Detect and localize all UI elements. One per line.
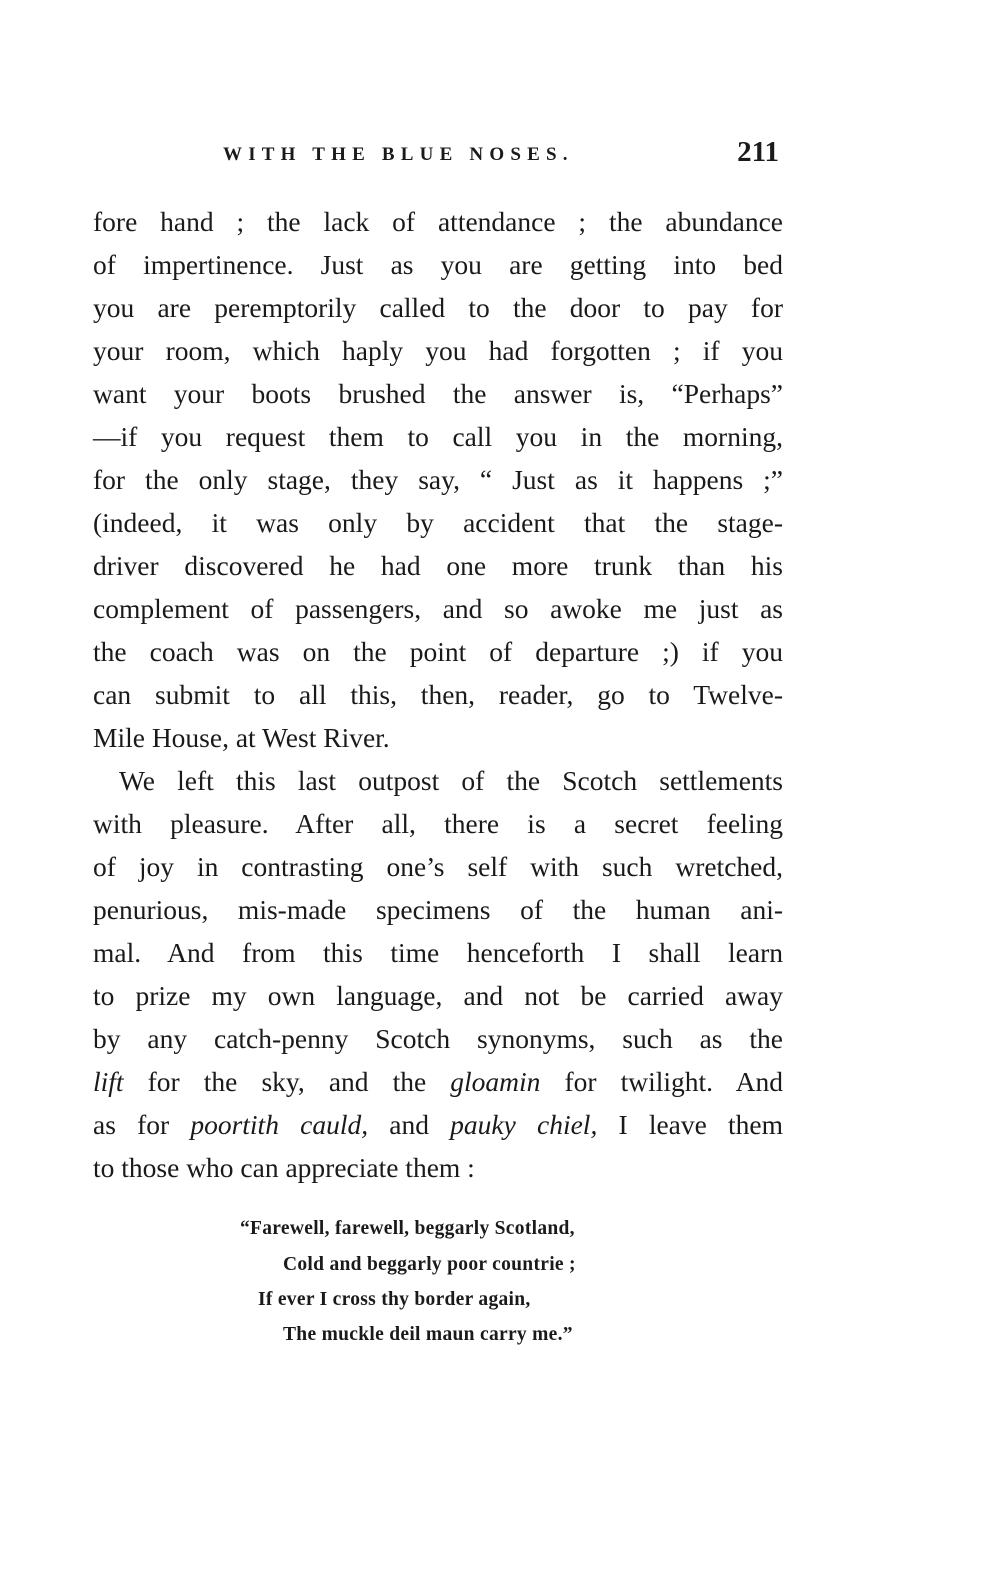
text-segment: as for	[93, 1109, 191, 1140]
text-line	[93, 759, 783, 802]
text-segment: for the sky, and the	[123, 1066, 451, 1097]
poem-line: The muckle deil maun carry me.”	[283, 1324, 573, 1345]
text-segment: mal. And from this time henceforth I shall learn	[93, 937, 783, 968]
paragraph	[93, 200, 783, 759]
text-line	[93, 974, 783, 1017]
poem-line: If ever I cross thy border again,	[258, 1289, 531, 1310]
text-segment: driver discovered he had one more trunk than his	[93, 550, 783, 581]
poem-line: Cold and beggarly poor countrie ;	[283, 1254, 576, 1275]
text-line	[93, 1146, 783, 1189]
text-segment: to prize my own language, and not be carried away	[93, 980, 783, 1011]
running-header	[93, 136, 783, 180]
text-line	[93, 1103, 783, 1146]
italic-phrase: poortith cauld,	[190, 1109, 369, 1140]
text-line	[93, 415, 783, 458]
text-line	[93, 501, 783, 544]
running-title: WITH THE BLUE NOSES.	[223, 144, 574, 165]
text-segment: to those who can appreciate them :	[93, 1152, 475, 1183]
italic-phrase: pauky chiel,	[450, 1109, 598, 1140]
text-line	[93, 587, 783, 630]
text-line	[93, 458, 783, 501]
text-segment: want your boots brushed the answer is, “Perhaps”	[93, 378, 783, 409]
text-line	[93, 931, 783, 974]
text-line	[93, 329, 783, 372]
text-segment: for the only stage, they say, “ Just as it happens ;”	[93, 464, 783, 495]
text-segment: —if you request them to call you in the morning,	[93, 421, 783, 452]
poem-line: “Farewell, farewell, beggarly Scotland,	[240, 1218, 575, 1239]
text-line	[93, 888, 783, 931]
text-segment: you are peremptorily called to the door to pay for	[93, 292, 783, 323]
text-line	[93, 1060, 783, 1103]
page-number: 211	[737, 136, 779, 168]
text-segment: We left this last outpost of the Scotch settlements	[119, 765, 783, 796]
text-segment: penurious, mis-made specimens of the human ani-	[93, 894, 783, 925]
text-segment: of joy in contrasting one’s self with such wretched,	[93, 851, 783, 882]
italic-phrase: lift	[93, 1066, 124, 1097]
text-segment: (indeed, it was only by accident that the stage-	[93, 507, 783, 538]
text-segment: and	[368, 1109, 451, 1140]
text-segment: Mile House, at West River.	[93, 722, 390, 753]
text-line	[93, 845, 783, 888]
text-line	[93, 372, 783, 415]
text-line	[93, 243, 783, 286]
text-line	[93, 716, 783, 759]
text-segment: complement of passengers, and so awoke me just as	[93, 593, 783, 624]
text-segment: the coach was on the point of departure ;) if you	[93, 636, 783, 667]
text-segment: of impertinence. Just as you are getting into bed	[93, 249, 783, 280]
text-segment: with pleasure. After all, there is a secret feeling	[93, 808, 783, 839]
text-segment: I leave them	[597, 1109, 783, 1140]
text-line	[93, 200, 783, 243]
text-line	[93, 630, 783, 673]
text-segment: your room, which haply you had forgotten ; if you	[93, 335, 783, 366]
text-segment: can submit to all this, then, reader, go to Twelve-	[93, 679, 783, 710]
italic-phrase: gloamin	[450, 1066, 541, 1097]
text-line	[93, 286, 783, 329]
text-line	[93, 802, 783, 845]
text-segment: by any catch-penny Scotch synonyms, such as the	[93, 1023, 783, 1054]
text-line	[93, 544, 783, 587]
text-segment: for twilight. And	[540, 1066, 783, 1097]
text-line	[93, 673, 783, 716]
text-line	[93, 1017, 783, 1060]
paragraph	[93, 759, 783, 1189]
text-segment: fore hand ; the lack of attendance ; the abundance	[93, 206, 783, 237]
body-text	[93, 200, 783, 1189]
